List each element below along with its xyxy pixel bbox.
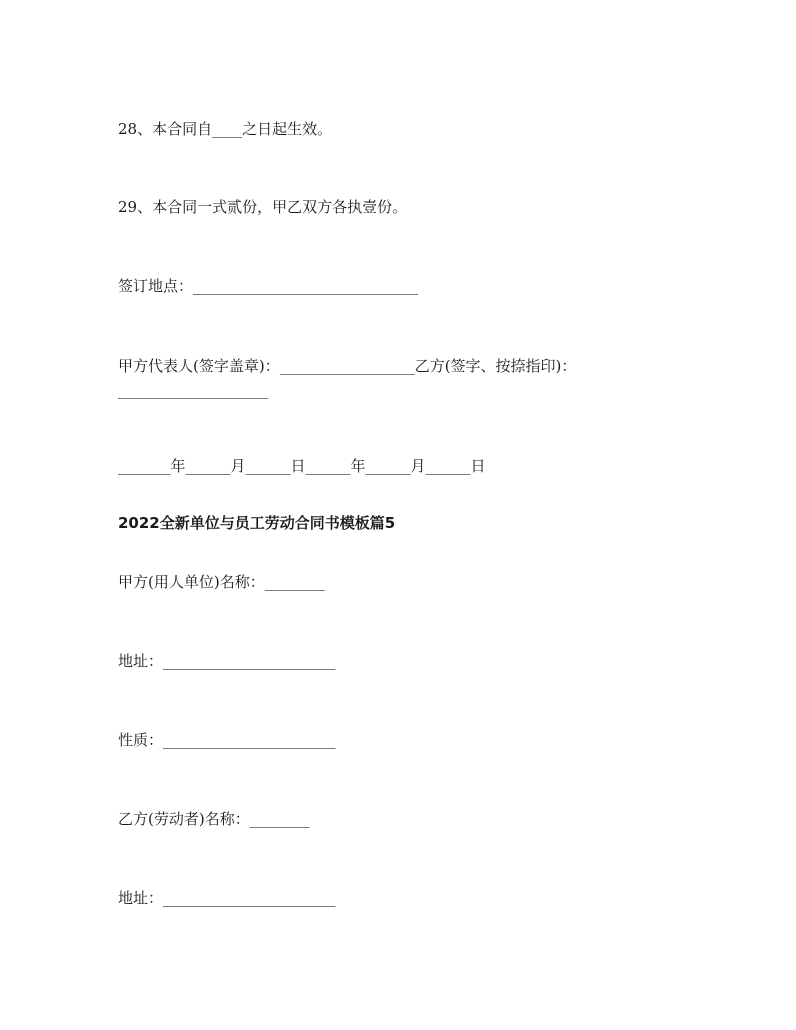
section-title: 2022全新单位与员工劳动合同书模板篇5 (118, 514, 396, 532)
clause-29: 29、本合同一式贰份，甲乙双方各执壹份。 (118, 198, 408, 216)
signature-line-continued: ____________________ (118, 381, 268, 399)
party-a-address: 地址：_______________________ (118, 652, 336, 670)
sign-place: 签订地点：______________________________ (118, 277, 419, 295)
date-line: _______年______月______日______年______月______日 (118, 457, 486, 475)
party-a-nature: 性质：_______________________ (118, 731, 336, 749)
signature-line: 甲方代表人(签字盖章)：__________________乙方(签字、按捺指印)： (118, 357, 577, 375)
party-a-name: 甲方(用人单位)名称：________ (118, 573, 325, 591)
party-b-address: 地址：_______________________ (118, 889, 336, 907)
clause-28: 28、本合同自____之日起生效。 (118, 120, 333, 138)
party-b-name: 乙方(劳动者)名称：________ (118, 810, 310, 828)
